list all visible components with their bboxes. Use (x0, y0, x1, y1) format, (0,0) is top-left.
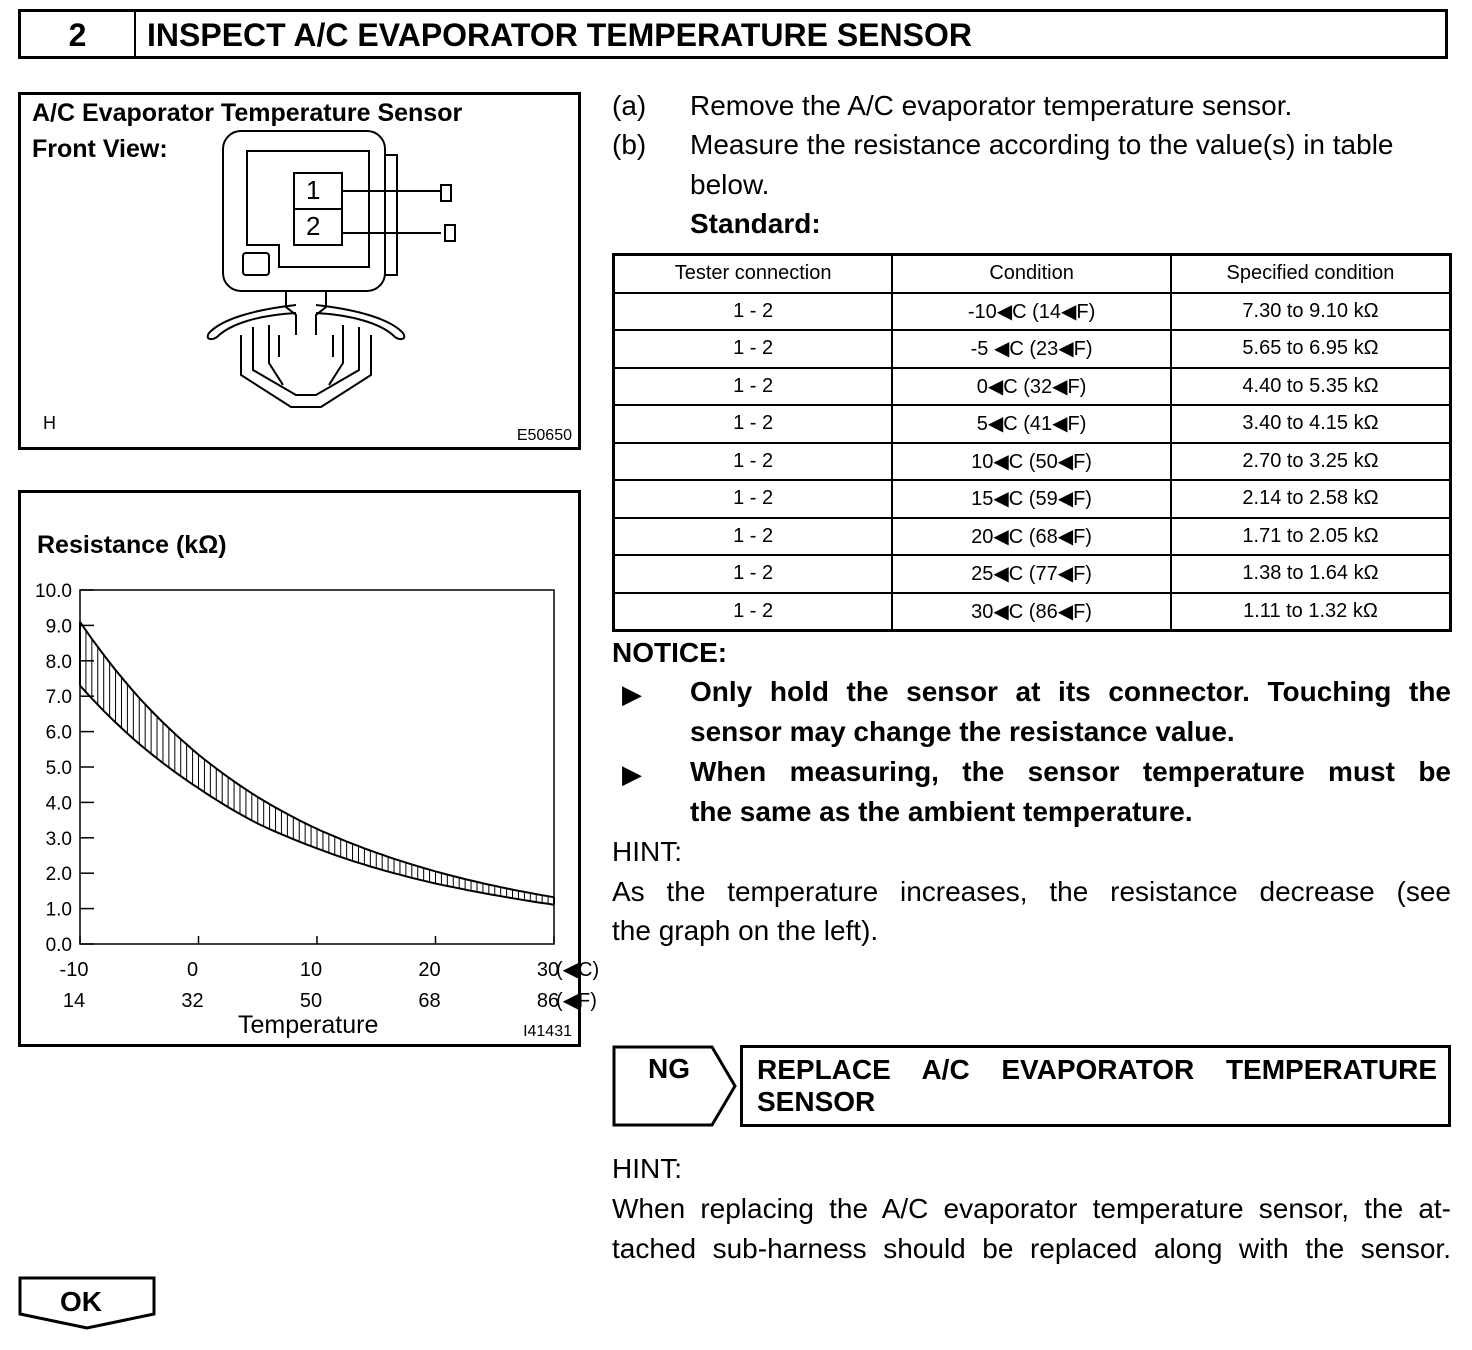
y-tick-label: 5.0 (45, 758, 72, 779)
x-tick-label-f: 14 (62, 990, 86, 1012)
table-cell: 15◀C (59◀F) (892, 480, 1171, 518)
notice-item-1: Only hold the sensor at its connector. Touching the (690, 676, 1451, 707)
y-tick-label: 8.0 (45, 651, 72, 673)
table-cell: 1 - 2 (614, 518, 893, 556)
hint-text: As the temperature increases, the resistance decrease (see (612, 876, 1451, 907)
table-row (614, 330, 1451, 368)
step-b-text-2: below. (690, 169, 770, 200)
notice-bullet-2: ▶ (622, 759, 642, 789)
x-tick-label-f: 32 (181, 990, 204, 1012)
sensor-figure-title: A/C Evaporator Temperature Sensor (32, 99, 463, 127)
x-tick-label-c: 0 (186, 959, 199, 981)
step-a-label: (a) (612, 90, 647, 121)
table-row (614, 518, 1451, 556)
table-row (614, 443, 1451, 481)
y-tick-label: 10.0 (35, 581, 72, 602)
table-cell: 1 - 2 (614, 443, 893, 481)
sensor-connector-drawing (21, 95, 578, 447)
graph-figure-id: I41431 (523, 1023, 572, 1040)
resistance-chart (21, 493, 600, 1044)
x-unit-c: (◀C) (556, 959, 600, 981)
table-header: Tester connection (614, 255, 893, 293)
table-cell: 2.70 to 3.25 kΩ (1171, 443, 1451, 481)
table-cell: 0◀C (32◀F) (892, 368, 1171, 406)
step-a-text: Remove the A/C evaporator temperature sensor. (690, 90, 1293, 121)
ok-label-text: OK (60, 1286, 102, 1317)
step-header (18, 9, 1448, 59)
x-tick-label-f: 68 (418, 990, 441, 1012)
x-tick-label-c: -10 (59, 959, 89, 981)
x-tick-label-f: 50 (299, 990, 323, 1012)
table-header: Specified condition (1171, 255, 1451, 293)
table-cell: 1 - 2 (614, 330, 893, 368)
hint2-heading: HINT: (612, 1153, 682, 1184)
chart-xlabel: Temperature (238, 1011, 379, 1039)
sensor-figure (18, 92, 581, 450)
pin-2-label: 2 (306, 211, 321, 241)
table-row (614, 593, 1451, 631)
table-cell: -5 ◀C (23◀F) (892, 330, 1171, 368)
x-tick-label-c: 20 (418, 959, 441, 981)
figure-id: E50650 (516, 427, 572, 444)
y-tick-label: 3.0 (45, 828, 72, 850)
y-tick-label: 6.0 (45, 722, 72, 744)
table-cell: 25◀C (77◀F) (892, 555, 1171, 593)
table-cell: 4.40 to 5.35 kΩ (1171, 368, 1451, 406)
hint2-text: When replacing the A/C evaporator temperature sensor, the at- (612, 1193, 1451, 1224)
table-cell: 1.11 to 1.32 kΩ (1171, 593, 1451, 631)
table-row (614, 405, 1451, 443)
ng-label-text: NG (648, 1053, 690, 1084)
x-tick-label-c: 30 (536, 959, 560, 981)
table-cell: 1 - 2 (614, 480, 893, 518)
step-title: INSPECT A/C EVAPORATOR TEMPERATURE SENSOR (147, 17, 972, 53)
figure-corner-label: H (43, 413, 56, 433)
ng-action-text: REPLACE A/C EVAPORATOR TEMPERATURE (757, 1054, 1437, 1085)
y-tick-label: 2.0 (45, 864, 72, 886)
hint-text-2: the graph on the left). (612, 915, 879, 946)
upper-limit-line (80, 622, 554, 897)
hint-heading: HINT: (612, 836, 682, 867)
table-cell: 5◀C (41◀F) (892, 405, 1171, 443)
table-row (614, 555, 1451, 593)
table-cell: 1 - 2 (614, 368, 893, 406)
notice-item-2: When measuring, the sensor temperature must be (690, 756, 1451, 787)
table-cell: 1 - 2 (614, 555, 893, 593)
x-unit-f: (◀F) (556, 990, 597, 1012)
ng-action-text-2: SENSOR (757, 1086, 876, 1117)
spec-table (612, 253, 1452, 632)
pin-1-label: 1 (306, 175, 321, 205)
notice-item-1-cont: sensor may change the resistance value. (690, 716, 1235, 747)
table-header: Condition (892, 255, 1171, 293)
table-cell: 2.14 to 2.58 kΩ (1171, 480, 1451, 518)
notice-item-2-cont: the same as the ambient temperature. (690, 796, 1193, 827)
y-tick-label: 9.0 (45, 616, 72, 638)
y-tick-label: 0.0 (45, 935, 72, 956)
table-cell: 20◀C (68◀F) (892, 518, 1171, 556)
step-b-label: (b) (612, 129, 647, 160)
table-header-row (614, 255, 1451, 293)
table-row (614, 368, 1451, 406)
table-cell: 7.30 to 9.10 kΩ (1171, 293, 1451, 331)
hint2-text-2: tached sub-harness should be replaced along with the sensor. (612, 1233, 1451, 1264)
sensor-figure-subtitle: Front View: (32, 135, 168, 163)
y-tick-label: 4.0 (45, 793, 72, 815)
table-cell: 1 - 2 (614, 293, 893, 331)
notice-bullet-1: ▶ (622, 679, 642, 709)
x-tick-label-f: 86 (536, 990, 560, 1012)
table-cell: 10◀C (50◀F) (892, 443, 1171, 481)
table-row (614, 293, 1451, 331)
notice-heading: NOTICE: (612, 637, 728, 668)
table-cell: 3.40 to 4.15 kΩ (1171, 405, 1451, 443)
table-cell: 1.71 to 2.05 kΩ (1171, 518, 1451, 556)
ng-action-box (740, 1045, 1451, 1127)
graph-figure (18, 490, 600, 1047)
table-cell: -10◀C (14◀F) (892, 293, 1171, 331)
table-row (614, 480, 1451, 518)
standard-label: Standard: (690, 208, 821, 239)
table-cell: 1 - 2 (614, 405, 893, 443)
step-b-text: Measure the resistance according to the value(s) in table (690, 129, 1394, 160)
y-tick-label: 1.0 (45, 899, 72, 921)
step-number: 2 (21, 12, 136, 56)
x-tick-label-c: 10 (299, 959, 323, 981)
table-cell: 5.65 to 6.95 kΩ (1171, 330, 1451, 368)
table-cell: 1 - 2 (614, 593, 893, 631)
y-tick-label: 7.0 (45, 687, 72, 709)
table-cell: 1.38 to 1.64 kΩ (1171, 555, 1451, 593)
chart-ylabel: Resistance (kΩ) (37, 531, 227, 559)
table-cell: 30◀C (86◀F) (892, 593, 1171, 631)
